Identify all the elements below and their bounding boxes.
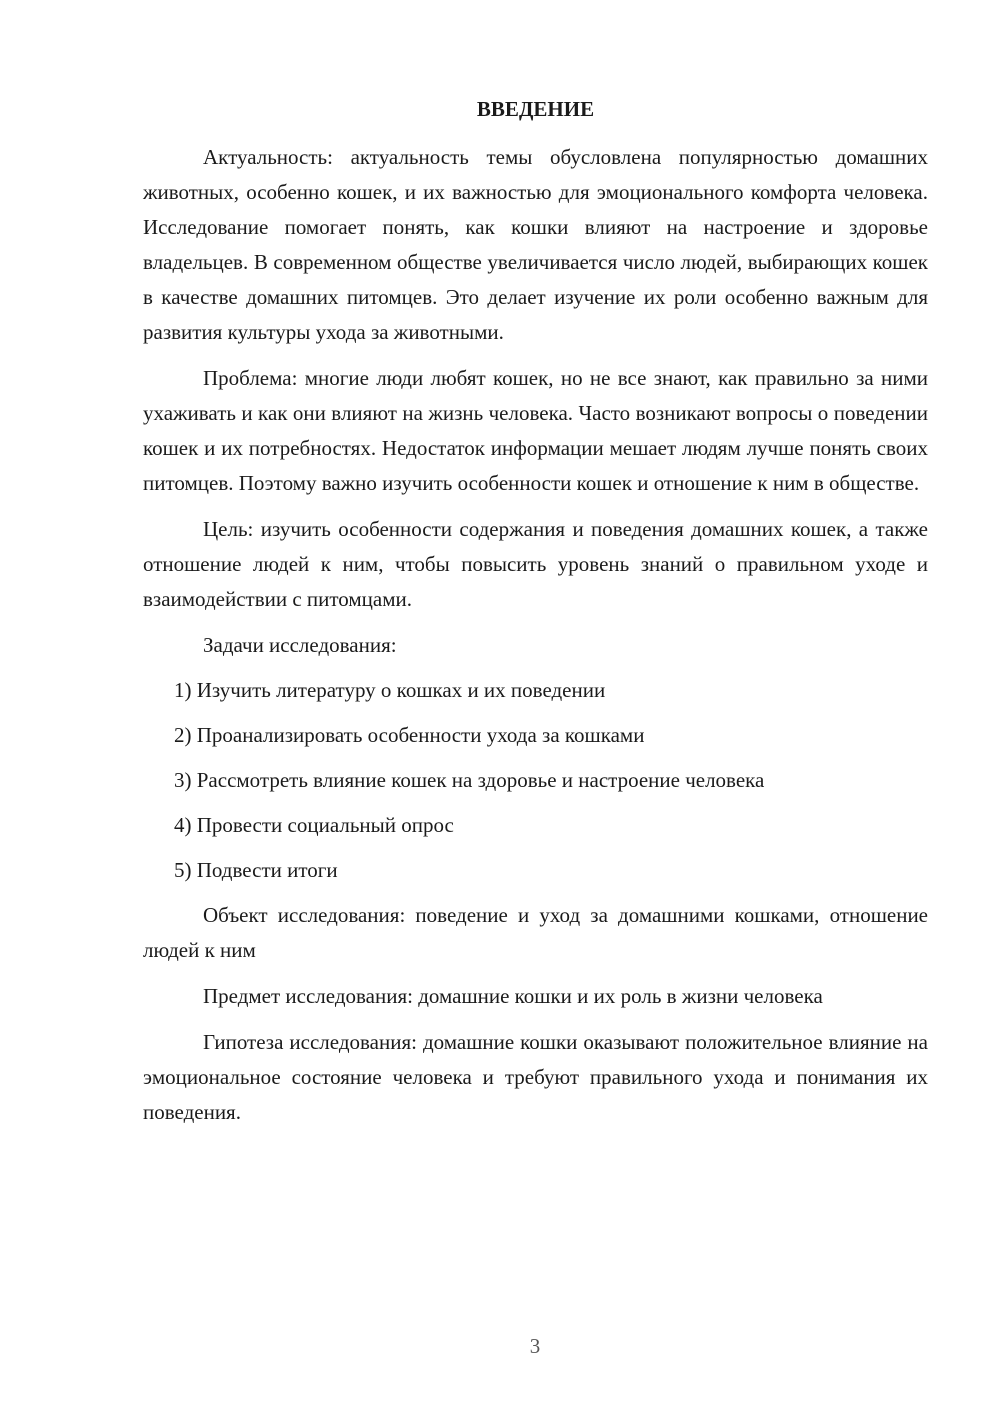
relevance-paragraph: Актуальность: актуальность темы обусловлена популярностью домашних животных, особенно кошек, и их важностью для эмоционального комфорта человека. Исследование помогает понять, как кошки влияют на настроение и здоровье владельцев. В современном обществе увеличивается число людей, выбирающих кошек в качестве домашних питомцев. Это делает изучение их роли особенно важным для развития культуры ухода за животными. (143, 145, 928, 344)
object-paragraph: Объект исследования: поведение и уход за домашними кошками, отношение людей к ним (143, 903, 928, 962)
subject-paragraph: Предмет исследования: домашние кошки и их роль в жизни человека (203, 984, 823, 1008)
document-page (143, 92, 928, 1141)
task-item: 1) Изучить литературу о кошках и их поведении (174, 678, 606, 702)
page-title: ВВЕДЕНИЕ (476, 97, 595, 121)
goal-paragraph: Цель: изучить особенности содержания и поведения домашних кошек, а также отношение людей к ним, чтобы повысить уровень знаний о правильном уходе и взаимодействии с питомцами. (143, 517, 928, 611)
problem-paragraph: Проблема: многие люди любят кошек, но не все знают, как правильно за ними ухаживать и как они влияют на жизнь человека. Часто возникают вопросы о поведении кошек и их потребностях. Недостаток информации мешает людям лучше понять своих питомцев. Поэтому важно изучить особенности кошек и отношение к ним в обществе. (143, 366, 928, 495)
task-item: 3) Рассмотреть влияние кошек на здоровье и настроение человека (174, 768, 765, 792)
task-item: 5) Подвести итоги (174, 858, 338, 882)
task-list (143, 673, 928, 888)
page-number: 3 (529, 1334, 541, 1358)
tasks-heading: Задачи исследования: (203, 633, 397, 657)
hypothesis-paragraph: Гипотеза исследования: домашние кошки оказывают положительное влияние на эмоциональное состояние человека и требуют правильного ухода и понимания их поведения. (143, 1030, 928, 1124)
task-item: 4) Провести социальный опрос (174, 813, 454, 837)
task-item: 2) Проанализировать особенности ухода за кошками (174, 723, 645, 747)
